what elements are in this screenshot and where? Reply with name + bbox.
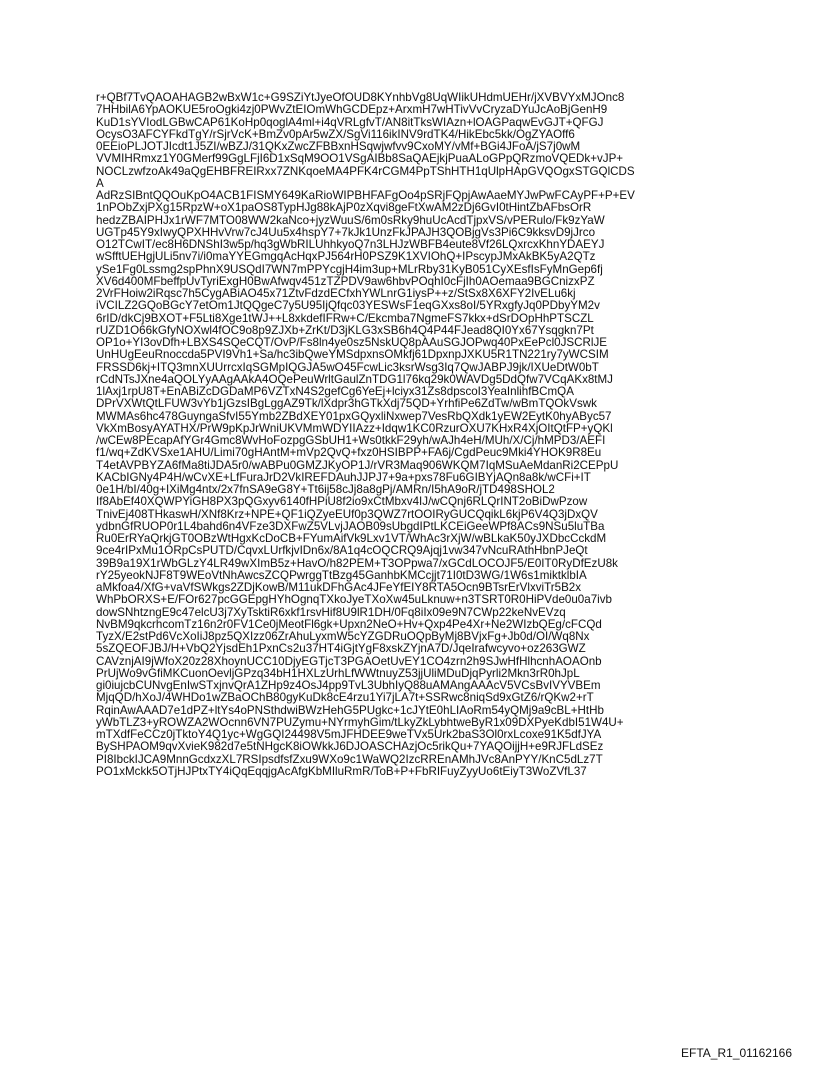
text-line: yWbTLZ3+yROWZA2WOcnn6VN7PUZymu+NYrmyhGim/tLkyZkLybhtweByR1x09DXPyeKdbI51W4U+ (96, 715, 624, 729)
text-line: OcysO3AFCYFkdTgY/rSjrVcK+BmZv0pAr5wZX/SgVi116ikINV9rdTK4/HikEbc5kk/OgZYAOff6 (96, 127, 575, 141)
text-line: /wCEw8PEcapAfYGr4Gmc8WvHoFozpgGSbUH1+Ws0tkkF29yh/wAJh4eH/MUh/X/Cj/hMPD3/AEFI (96, 434, 606, 447)
text-line: PI8IbckIJCA9MnnGcdxzXL7RSIpsdfsfZxu9WXo9c1WaWQ2IzcRREnAMhJVc8AnPYY/KnC5dLz7T (96, 752, 603, 766)
text-line: f1/wq+ZdKVSxe1AHU/Limi70gHAntM+mVp2QvQ+fxz0HSIBPP+FA6j/CgdPeuc9Mki4YHOK9R8Eu (96, 446, 602, 460)
text-line: 0e1H/bI/40g+IXiMg4ntx/2x7fnSA9eG8Y+Tt6ij58cJj8a8gPj/AMRn/I5hA9oR/jTD498SHOL2 (96, 483, 555, 496)
text-line: ySe1Fg0Lssmg2spPhnX9USQdI7WN7mPPYcgjH4im3up+MLrRby31KyB051CyXEsfIsFyMnGep6fj (96, 262, 603, 276)
text-line: UnHUgEeuRnoccda5PVI9Vh1+Sa/hc3ibQweYMSdpxnsOMkfj61DpxnpJXKU5R1TN221ry7yWCSIM (96, 348, 609, 362)
text-line: CAVznjAI9jWfoX20z28XhoynUCC10DjyEGTjcT3PGAOetUvEY1CO4zrn2h9SJwHfHlhcnhAOAOnb (96, 654, 602, 668)
text-line: iVCILZ2GQoBGcY7etOm1JtQQgeC7y5U95IjQfqc03YESWsF1eqGXxs8oI/5YRxgfyJq0PDbyYM2v (96, 299, 600, 313)
text-line: If8AbEf40XQWPYiGH8PX3pQGxyv6140fHPiU8f2io9xCtMbxv4IJ/wCQnj6RLQrINT2oBiDwPzow (96, 495, 588, 509)
text-line: BySHPAOM9qvXvieK982d7e5tNHgcK8iOWkkJ6DJOASCHAzjOc5rikQu+7YAQOijjH+e9RJFLdSEz (96, 740, 604, 754)
text-line: O12TCwIT/ec8H6DNShI3w5p/hq3gWbRILUhhkyoQ7n3LHJzWBFB4eute8Vf26LQxrcxKhnYDAEYJ (96, 238, 605, 251)
text-line: 1nPObZxjPXg15RpzW+oX1paOS8TypHJg88kAjP0zXqvi8geFtXwAM2zDj6GvI0tHintZbAFbsOrR (96, 201, 592, 215)
text-line: DPrVXWtQtLFUW3vYb1jGzsIBgLggAZ9Tk/lXdpr3hGTkXdj75QD+YrhfiPe6ZdTw/wBmTQOkVswk (96, 397, 597, 411)
text-line: rY25yeokNJF8T9WEoVtNhAwcsZCQPwrggTtBzg45GanhbKMCcjjt71I0tD3WG/1W6s1miktklbIA (96, 568, 587, 582)
encoded-text-block (96, 92, 756, 778)
text-line: r+QBf7TvQAOAHAGB2wBxW1c+G9SZiYtJyeOfOUD8KYnhbVg8UqWIikUHdmUEHr/jXVBVYxMJOnc8 (96, 91, 625, 104)
document-id-footer: EFTA_R1_01162166 (681, 1046, 792, 1060)
text-line: NvBM9qkcrhcomTz16n2r0FV1Ce0jMeotFl6gk+Upxn2NeO+Hv+Qxp4Pe4Xr+Ne2WIzbQEg/cFCQd (96, 617, 602, 631)
text-line: rUZD1O66kGfyNOXwl4fOC9o8p9ZJXb+ZrKt/D3jKLG3xSB6h4Q4P44FJead8QI0Yx67Ysqgkn7Pt (96, 323, 594, 337)
text-line: FRSSD6kj+ITQ3mnXUUrrcxIqSGMpIQGJA5wO45FcwLic3ksrWsg3Iq7QwJABPJ9jk/IXUeDtW0bT (96, 360, 599, 374)
text-line: hedzZBAIPHJx1rWF7MTO08WW2kaNco+jyzWuuS/6m0sRky9huUcAcdTjpxVS/vPERulo/Fk9zYaW (96, 213, 605, 227)
text-line: mTXdfFeCCz0jTktoY4Q1yc+WgGQI24498V5mJFHDEE9weTVx5Urk2baS3Ol0rxLcoxe91K5dfJYA (96, 728, 602, 741)
text-line: dowSNhtzngE9c47elcU3j7XyTsktiR6xkf1rsvHif8U9lR1DH/0Fq8iIx09e9N7CWp22keNvEVzq (96, 605, 566, 619)
text-line: aMkfoa4/XfG+vaVfSWkgs2ZDjKowB/M11ukDFhGAc4JFeYfEIY8RTA5Ocn9BTsrErVlxviTr5B2x (96, 581, 582, 594)
text-line: KACbIGNy4P4H/wCvXE+LfFuraJrD2VkIREFDAuhJJPJ7+9a+pxs78Fu6GIBYjAQn8a8k/wCFi+IT (96, 470, 591, 484)
text-line: PrUjWo9vGfiMKCuonOevljGPzq34bH1HXLzUrhLfWWtnuyZ53jjUliMDuDjqPyrli2Mkn3rR0hJpL (96, 666, 580, 680)
text-line: 1lAxj1rpU8T+EnABiZcDGDaMP6VZTxN4S2gefCg6YeEj+lciyx31Zs8dpscoI3YeaInlihfBCmQA (96, 385, 574, 398)
text-line: UGTp45Y9xIwyQPXHHvVrw7cJ4Uu5x4hspY7+7kJk1UnzFkJPAJH3QOBjgVs3Pi6C9kksvD9jJrco (96, 225, 596, 239)
text-line: ydbnGfRUOP0r1L4bahd6n4VFze3DXFwZ5VLvjJAOB09sUbgdIPtLKCEiGeeWPf8ACs9NSu5luTBa (96, 519, 605, 533)
text-line: TyzX/E2stPd6VcXoIiJ8pz5QXIzz06ZrAhuLyxmW5cYZGDRuOQpByMj8BVjxFg+Jb0d/OI/Wq8Nx (96, 630, 590, 643)
text-line: Ru0ErRYaQrkjGT0OBzWtHgxKcDoCB+FYumAifVk9Lxv1VT/WhAc3rXjW/wBLkaK50yJXDbcCckdM (96, 532, 607, 545)
text-line: VkXmBosyAYATHX/PrW9pKpJrWniUKVMmWDYIIAzz+Idqw1KC0RzurOXU7KHxR4XjOItQtFP+yQKl (96, 421, 613, 435)
text-line: NOCLzwfzoAk49aQgEHBFREIRxx7ZNKqoeMA4PFK4rCGM4PpTShHTH1qUlpHApGVQOgxSTGQlCDS (96, 164, 635, 178)
text-line: T4etAVPBYZA6fMa8tiJDA5r0/wABPu0GMZJKyOP1J/rVR3Maq906WKQM7IqMSuAeMdanRi2CEPpU (96, 458, 619, 472)
text-line: WhPbORXS+E/FOr627pcGGEpgHYhOgnqTXkoJyeTXoXw45uLknuw+n3TSRT0R0HiPVde0u0a7ivb (96, 593, 612, 607)
text-line: 39B9a19X1rWbGLzY4LR49wXImB5z+HavO/h82PEM+T3OPpwa7/xGCdLOCOJF5/E0IT0RyDfEzU8k (96, 556, 618, 570)
text-line: 2VrFHoiw2iRqsc7h5CygABiAO45x71ZtvFdzdECfxhYWLnrG1iysP++z/StSx8X6XFY2IvELu6kj (96, 287, 576, 300)
text-line: A (96, 176, 104, 190)
text-line: 9ce4rIPxMu1ORpCsPUTD/CqvxLUrfkjvIDn6x/8A1q4cOQCRQ9Ajqj1vw347vNcuRAthHbnPJeQt (96, 544, 588, 558)
text-line: MWMAs6hc478GuyngaSfvI55Ymb2ZBdXEY01pxGQyxliNxwep7VesRbQXdk1yEW2EytK0hyAByc57 (96, 409, 612, 423)
text-line: TnivEj408THkaswH/XNf8Krz+NPE+QF1iQZyeEUf0p3QWZ7rtOOIRyGUCQqikL6kjP6V4Q3jDxQV (96, 507, 598, 521)
text-line: 6rID/dkCj9BXOT+F5Lti8Xge1tWJ++L8xkdefIFRw+C/Ekcmba7NgmeFS7kkx+dSrDOpHhPTSCZL (96, 311, 594, 325)
text-line: rCdNTsJXne4aQOLYyAAgAAkA4OQePeuWrltGaulZnTDG1l76kq29k0WAVDg5DdQfw7VCqAKx8tMJ (96, 372, 613, 386)
text-line: 7HHbilA6YpAOKUE5roOgki4zj0PWvZtEIOmWhGCDEpz+ArxmH7wHTivVvCryzaDYuJcAoBjGenH9 (96, 103, 608, 117)
text-line: OP1o+YI3ovDfh+LBXS4SQeCQT/OvP/Fs8ln4ye0sz5NskUQ8pAAuSGJOPwq40PxEePcl0JSCRlJE (96, 336, 607, 349)
text-line: wSfftUEHgjULi5nv7i/i0maYYEGmgqAcHqxPJ564rH0PSZ9K1XVIOhQ+IPscypJMxAkBK5yA2QTz (96, 250, 596, 264)
text-line: RqinAwAAAD7e1dPZ+ltYs4oPNSthdwiBWzHehG5PUgkc+1cJYtE0hLIAoRm54yQMj9a9cBL+HtHb (96, 703, 604, 717)
text-line: AdRzSIBntQQOuKpO4ACB1FISMY649KaRioWIPBHFAFgOo4pSRjFQpjAwAaeMYJwPwFCAyPF+P+EV (96, 189, 635, 202)
text-line: VVMIHRmxz1Y0GMerf99GgLFjI6D1xSqM9OO1VSgAIBb8SaQAEjkjPuaALoGPpQRzmoVQEDk+vJP+ (96, 152, 624, 166)
text-line: PO1xMckk5OTjHJPtxTY4iQqEqqjgAcAfgKbMIluRmR/ToB+P+FbRIFuyZyyUo6tEiyT3WoZVfL37 (96, 764, 587, 778)
text-line: KuD1sYVIodLGBwCAP61KoHp0qoglA4ml+i4qVRLgfvT/AN8itTksWIAzn+lOAGPaqwEvGJT+QFGJ (96, 115, 604, 129)
text-line: MjqQD/hXoJ/4WHDo1wZBaOChB80gyKuDk8cE4rzu1Yi7jLA7t+SSRwc8niqSd9xGtZ6/rQKw2+rT (96, 691, 594, 705)
text-line: 0EEioPLJOTJIcdt1J5ZI/wBZJ/31QKxZwcZFBBxnHSqwjwfvv9CxoMY/vMf+BGi4JFoA/jS7j0wM (96, 140, 581, 153)
text-line: XV6d400MFbeffpUvTyriExgH0BwAfwqv451zTZPDV9aw6hbvPOqhI0cFjIh0AOemaa9BGCnizxPZ (96, 274, 595, 288)
text-line: gi0iujcbCUNvgEnIwSTxjnvQrA1ZHp9z4OsJ4pp9TvL3UbhIyQ88uAMAngAAAcV5VCsBvIVYVBEm (96, 679, 601, 692)
text-line: 5sZQEOFJBJ/H+VbQ2YjsdEh1PxnCs2u37HT4iGjtYgF8xskZYjnA7D/JqeIrafwcyvo+oz263GWZ (96, 642, 586, 656)
